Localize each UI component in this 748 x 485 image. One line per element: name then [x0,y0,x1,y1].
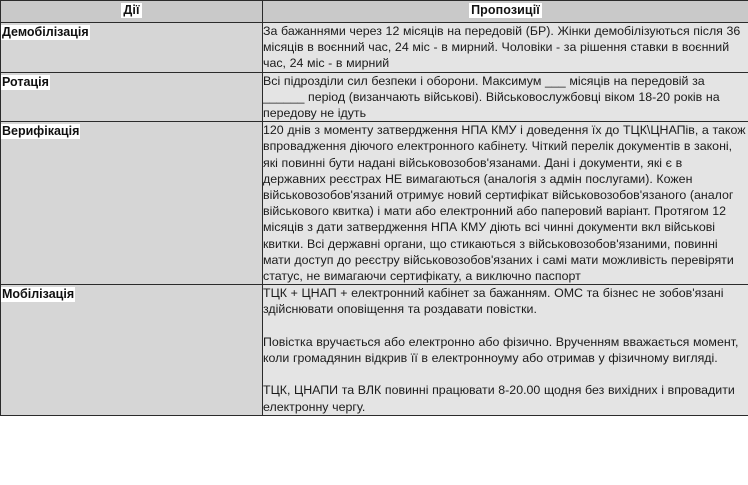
table-header-row [1,1,748,23]
table-row [1,122,748,285]
row-category-rotation [1,72,263,122]
row-category-label: Мобілізація [2,287,75,302]
proposal-paragraph: За бажаннями через 12 місяців на передовій (БР). Жінки демобілізуються після 36 місяців в воєнний час, 24 міс - в мирний. Чоловіки - за рішення ставки в воєнний час, 24 міс - в мирний [263,24,741,71]
column-header-actions-label: Дії [123,3,140,17]
row-proposal-demobilization [263,23,748,73]
column-header-proposals [263,1,748,23]
column-header-proposals-label: Пропозиції [471,3,540,17]
row-proposal-mobilization [263,285,748,416]
row-category-label: Верифікація [2,124,80,139]
table-row [1,285,748,416]
proposal-paragraph: Повістка вручається або електронно або фізично. Врученням вважається момент, коли громадянин відкрив її в електронноуму або отримав у фізичному вигляді. [263,334,739,366]
proposal-paragraph: ТЦК + ЦНАП + електронний кабінет за бажанням. ОМС та бізнес не зобов'язані здійснювати оповіщення та роздавати повістки. [263,286,724,317]
proposal-paragraph: Всі підрозділи сил безпеки і оборони. Максимум ___ місяців на передовій за ______ період (визанчають військові). Військовослужбовці віком 18-20 років на передову не ідуть [263,73,720,121]
row-category-label: Демобілізація [2,25,89,39]
row-category-verification [1,122,263,285]
row-proposal-rotation [263,72,748,122]
row-category-demobilization [1,23,263,73]
row-proposal-verification [263,122,748,285]
table-row [1,72,748,122]
row-category-label: Ротація [2,74,49,89]
proposal-paragraph: 120 днів з моменту затвердження НПА КМУ і доведення їх до ТЦК\ЦНАПів, а також впровадження діючого електронного кабінету. Чіткий перелік документів в законі, які повинні бути надані військовозобов'язанами. Дані і документи, які є в державних реєстрах НЕ вимагаються (аналогія з адмін послугами). Кожен військовозобов'язаний отримує новий сертифікат військовозобов'язаного (аналог військового квитка) і мати або електронний або паперовий варіант. Протягом 12 місяців з дати затвердження НПА КМУ діють всі чинні документи вкл військові квитки. Всі державні органи, що стикаються з військовозобов'язаними, повинні мати доступ до реєстру військовозобов'язаних і самі мати можливість перевіряти статус, не вимагаючи сертифікату, а виключно паспорт [263,123,746,284]
table-row [1,23,748,73]
row-category-mobilization [1,285,263,416]
proposal-paragraph: ТЦК, ЦНАПИ та ВЛК повинні працювати 8-20.00 щодня без вихідних і впровадити електронну чергу. [263,383,735,414]
column-header-actions [1,1,263,23]
